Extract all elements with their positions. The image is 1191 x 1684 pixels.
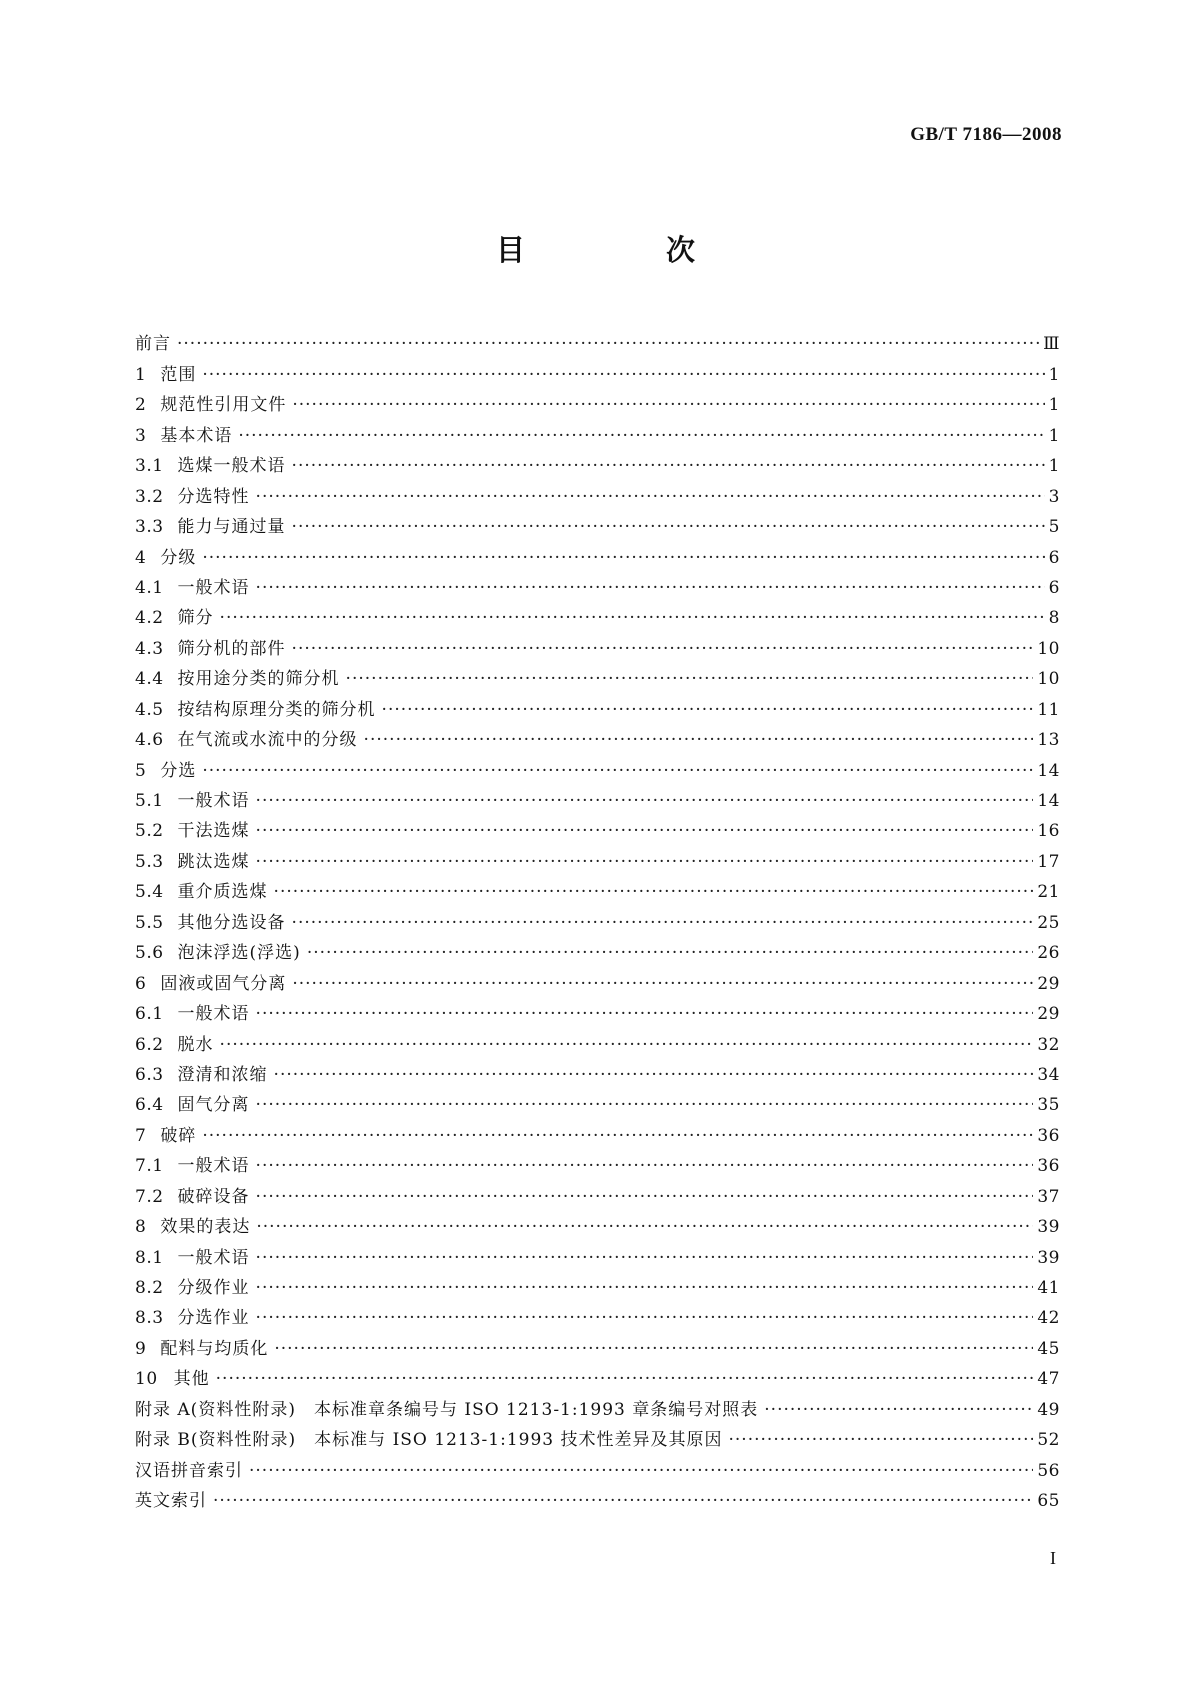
toc-entry-title: 效果的表达: [160, 1217, 251, 1238]
toc-entry-title: 一般术语: [177, 791, 250, 811]
toc-entry-number: 3.1: [135, 456, 164, 477]
toc-dot-leader: [292, 638, 1034, 660]
toc-entry[interactable]: [135, 599, 1060, 629]
toc-dot-leader: [213, 1490, 1033, 1512]
toc-dot-leader: [256, 1247, 1034, 1269]
toc-entry-page: 42: [1037, 1308, 1060, 1329]
toc-entry-number: 5.6: [135, 943, 164, 964]
toc-dot-leader: [292, 912, 1034, 934]
toc-dot-leader: [364, 729, 1034, 751]
toc-entry-page: 49: [1037, 1399, 1060, 1420]
toc-entry-page: 10: [1037, 669, 1060, 690]
toc-entry-title: 分选作业: [177, 1308, 250, 1329]
toc-dot-leader: [216, 1368, 1034, 1390]
toc-entry[interactable]: [135, 386, 1060, 416]
toc-entry-number: 5.4: [135, 882, 164, 903]
toc-entry-page: Ⅲ: [1043, 334, 1060, 355]
toc-dot-leader: [346, 668, 1034, 690]
toc-dot-leader: [256, 1216, 1033, 1238]
toc-entry[interactable]: [135, 873, 1060, 903]
toc-entry-page: 1: [1048, 395, 1060, 416]
toc-entry-page: 14: [1037, 760, 1060, 781]
toc-entry-title: 基本术语: [160, 425, 233, 446]
toc-dot-leader: [256, 486, 1045, 508]
toc-entry-number: 10: [135, 1369, 158, 1390]
toc-dot-leader: [220, 607, 1045, 629]
toc-dot-leader: [256, 1094, 1034, 1116]
toc-entry[interactable]: [135, 629, 1060, 659]
toc-entry-number: 1: [135, 364, 147, 385]
toc-entry-number: 6.3: [135, 1064, 164, 1085]
toc-entry-page: 17: [1037, 851, 1060, 872]
page-number: I: [1050, 1548, 1056, 1568]
toc-entry[interactable]: [135, 1177, 1060, 1207]
toc-entry-number: 8.1: [135, 1247, 164, 1268]
toc-dot-leader: [729, 1429, 1034, 1451]
toc-entry-number: 4: [135, 547, 147, 568]
toc-entry-number: 7.2: [135, 1186, 164, 1207]
toc-entry-number: 9: [135, 1338, 147, 1359]
toc-entry-title: 澄清和浓缩: [177, 1064, 268, 1085]
toc-entry-title: 汉语拼音索引: [135, 1460, 243, 1481]
toc-entry-page: 1: [1048, 364, 1060, 385]
toc-entry-title: 配料与均质化: [160, 1338, 269, 1359]
toc-entry[interactable]: [135, 964, 1060, 994]
toc-entry-page: 39: [1037, 1247, 1060, 1268]
toc-entry[interactable]: [135, 1329, 1060, 1359]
toc-entry[interactable]: [135, 1147, 1060, 1177]
toc-entry-number: 8.2: [135, 1278, 164, 1298]
toc-entry-page: 6: [1048, 547, 1060, 568]
toc-entry-title: 一般术语: [177, 1247, 250, 1268]
toc-entry-title: 按结构原理分类的筛分机: [177, 699, 376, 720]
toc-entry-number: 3.3: [135, 517, 164, 538]
toc-dot-leader: [292, 394, 1044, 416]
toc-entry-title: 按用途分类的筛分机: [177, 669, 340, 690]
toc-entry-number: 6: [135, 973, 147, 994]
toc-entry[interactable]: [135, 416, 1060, 446]
toc-dot-leader: [307, 942, 1034, 964]
toc-entry-number: 5.1: [135, 791, 164, 811]
toc-entry-title: 破碎设备: [177, 1186, 250, 1207]
toc-dot-leader: [202, 364, 1044, 386]
toc-entry-number: 5.2: [135, 821, 164, 842]
toc-entry-page: 56: [1037, 1460, 1060, 1481]
toc-entry-number: 6.2: [135, 1034, 164, 1055]
toc-dot-leader: [274, 881, 1034, 903]
toc-entry-page: 5: [1048, 517, 1060, 538]
toc-entry[interactable]: [135, 538, 1060, 568]
toc-entry[interactable]: [135, 569, 1060, 599]
toc-entry-number: 4.5: [135, 699, 164, 720]
toc-dot-leader: [256, 1003, 1034, 1025]
toc-entry-title: 范围: [160, 364, 197, 385]
toc-dot-leader: [256, 1307, 1034, 1329]
toc-entry[interactable]: [135, 782, 1060, 812]
toc-entry-page: 52: [1037, 1430, 1060, 1451]
page-title: 目 次: [495, 233, 751, 267]
toc-entry-title: 分选特性: [177, 486, 250, 507]
toc-dot-leader: [256, 1186, 1034, 1208]
toc-dot-leader: [249, 1460, 1033, 1482]
toc-dot-leader: [292, 455, 1045, 477]
toc-entry[interactable]: [135, 447, 1060, 477]
toc-entry-title: 泡沫浮选(浮选): [177, 943, 301, 964]
toc-entry-number: 4.2: [135, 608, 164, 629]
toc-entry-page: 25: [1037, 912, 1060, 933]
toc-entry-page: 1: [1048, 456, 1060, 477]
toc-dot-leader: [202, 1125, 1033, 1147]
toc-entry-page: 32: [1037, 1034, 1060, 1055]
toc-entry-title: 一般术语: [177, 1004, 250, 1025]
toc-entry[interactable]: [135, 1086, 1060, 1116]
toc-entry-title: 附录 A(资料性附录) 本标准章条编号与 ISO 1213-1:1993 章条编号对照表: [135, 1399, 759, 1420]
toc-entry[interactable]: [135, 751, 1060, 781]
toc-entry[interactable]: [135, 812, 1060, 842]
toc-entry-title: 分选: [160, 760, 197, 781]
toc-entry[interactable]: [135, 1451, 1060, 1481]
toc-entry[interactable]: [135, 1238, 1060, 1268]
toc-entry[interactable]: [135, 934, 1060, 964]
toc-entry-page: 26: [1037, 943, 1060, 964]
toc-entry-title: 其他: [173, 1369, 210, 1390]
toc-entry-page: 29: [1037, 973, 1060, 994]
toc-dot-leader: [382, 699, 1034, 721]
toc-entry[interactable]: [135, 325, 1060, 355]
toc-entry-title: 能力与通过量: [177, 517, 286, 538]
toc-entry[interactable]: [135, 1360, 1060, 1390]
toc-entry-number: 8: [135, 1217, 147, 1238]
toc-entry-page: 34: [1037, 1064, 1060, 1085]
toc-entry-number: 7.1: [135, 1156, 164, 1177]
toc-entry-title: 在气流或水流中的分级: [177, 730, 358, 751]
toc-entry-page: 37: [1037, 1186, 1060, 1207]
toc-dot-leader: [202, 547, 1044, 569]
toc-entry-page: 35: [1037, 1095, 1060, 1116]
toc-entry-page: 36: [1037, 1125, 1060, 1146]
toc-dot-leader: [256, 577, 1045, 599]
toc-entry-number: 6.1: [135, 1004, 164, 1025]
toc-dot-leader: [256, 1277, 1034, 1299]
toc-entry-page: 47: [1037, 1369, 1060, 1390]
toc-entry[interactable]: [135, 1269, 1060, 1299]
toc-dot-leader: [256, 1155, 1034, 1177]
toc-entry[interactable]: [135, 1482, 1060, 1512]
toc-entry-title: 筛分: [177, 608, 214, 629]
toc-entry-page: 41: [1037, 1278, 1060, 1298]
toc-entry[interactable]: [135, 477, 1060, 507]
toc-entry-page: 36: [1037, 1156, 1060, 1177]
toc-entry[interactable]: [135, 1390, 1060, 1420]
toc-entry-title: 分级作业: [177, 1278, 250, 1298]
toc-entry-number: 7: [135, 1125, 147, 1146]
toc-entry-number: 5.3: [135, 851, 164, 872]
toc-entry-title: 筛分机的部件: [177, 638, 286, 659]
toc-entry-page: 14: [1037, 791, 1060, 811]
toc-dot-leader: [764, 1399, 1033, 1421]
toc-dot-leader: [256, 851, 1034, 873]
toc-dot-leader: [274, 1064, 1034, 1086]
toc-entry-number: 8.3: [135, 1308, 164, 1329]
toc-dot-leader: [202, 760, 1033, 782]
toc-entry-title: 固气分离: [177, 1095, 250, 1116]
toc-entry[interactable]: [135, 1208, 1060, 1238]
toc-entry-page: 8: [1048, 608, 1060, 629]
toc-dot-leader: [238, 425, 1044, 447]
toc-entry-page: 1: [1048, 425, 1060, 446]
toc-entry[interactable]: [135, 1116, 1060, 1146]
toc-entry-title: 破碎: [160, 1125, 197, 1146]
toc-entry[interactable]: [135, 1421, 1060, 1451]
toc-dot-leader: [274, 1338, 1033, 1360]
toc-dot-leader: [220, 1034, 1034, 1056]
toc-entry-page: 39: [1037, 1217, 1060, 1238]
toc-entry-title: 其他分选设备: [177, 912, 286, 933]
toc-entry[interactable]: [135, 508, 1060, 538]
toc-entry-number: 4.1: [135, 577, 164, 598]
toc-entry[interactable]: [135, 1025, 1060, 1055]
toc-entry-page: 3: [1048, 486, 1060, 507]
toc-entry-title: 前言: [135, 334, 171, 355]
toc-entry-title: 规范性引用文件: [160, 395, 287, 416]
toc-dot-leader: [256, 790, 1034, 812]
toc-entry[interactable]: [135, 995, 1060, 1025]
toc-entry[interactable]: [135, 1299, 1060, 1329]
toc-entry-page: 13: [1037, 730, 1060, 751]
toc-entry-page: 16: [1037, 821, 1060, 842]
toc-entry-page: 29: [1037, 1004, 1060, 1025]
toc-entry[interactable]: [135, 903, 1060, 933]
toc-entry-number: 2: [135, 395, 147, 416]
toc-entry-title: 重介质选煤: [177, 882, 268, 903]
toc-entry-page: 6: [1048, 577, 1060, 598]
toc-entry-title: 选煤一般术语: [177, 456, 286, 477]
toc-entry-number: 4.4: [135, 669, 164, 690]
toc-entry[interactable]: [135, 721, 1060, 751]
toc-entry[interactable]: [135, 842, 1060, 872]
toc-entry-title: 一般术语: [177, 1156, 250, 1177]
toc-entry-title: 一般术语: [177, 577, 250, 598]
toc-entry-number: 5: [135, 760, 147, 781]
toc-entry-page: 11: [1037, 699, 1060, 720]
toc-dot-leader: [292, 516, 1045, 538]
toc-entry[interactable]: [135, 1056, 1060, 1086]
toc-entry-title: 脱水: [177, 1034, 214, 1055]
toc-entry-number: 5.5: [135, 912, 164, 933]
table-of-contents: [135, 325, 1060, 1512]
toc-entry-page: 45: [1037, 1338, 1060, 1359]
toc-dot-leader: [177, 333, 1039, 355]
toc-entry-page: 10: [1037, 638, 1060, 659]
toc-entry-title: 英文索引: [135, 1491, 207, 1512]
toc-entry-title: 干法选煤: [177, 821, 250, 842]
toc-entry[interactable]: [135, 355, 1060, 385]
toc-entry-number: 6.4: [135, 1095, 164, 1116]
toc-entry-number: 4.6: [135, 730, 164, 751]
toc-dot-leader: [256, 820, 1034, 842]
toc-entry-title: 分级: [160, 547, 197, 568]
toc-entry-title: 跳汰选煤: [177, 851, 250, 872]
toc-entry-number: 4.3: [135, 638, 164, 659]
toc-entry-number: 3: [135, 425, 147, 446]
toc-dot-leader: [292, 973, 1033, 995]
toc-entry-number: 3.2: [135, 486, 164, 507]
toc-entry[interactable]: [135, 690, 1060, 720]
toc-entry-page: 65: [1037, 1491, 1060, 1512]
toc-entry-page: 21: [1037, 882, 1060, 903]
standard-code: GB/T 7186—2008: [910, 124, 1062, 145]
toc-entry-title: 附录 B(资料性附录) 本标准与 ISO 1213-1:1993 技术性差异及其原因: [135, 1430, 723, 1451]
toc-entry[interactable]: [135, 660, 1060, 690]
toc-entry-title: 固液或固气分离: [160, 973, 287, 994]
